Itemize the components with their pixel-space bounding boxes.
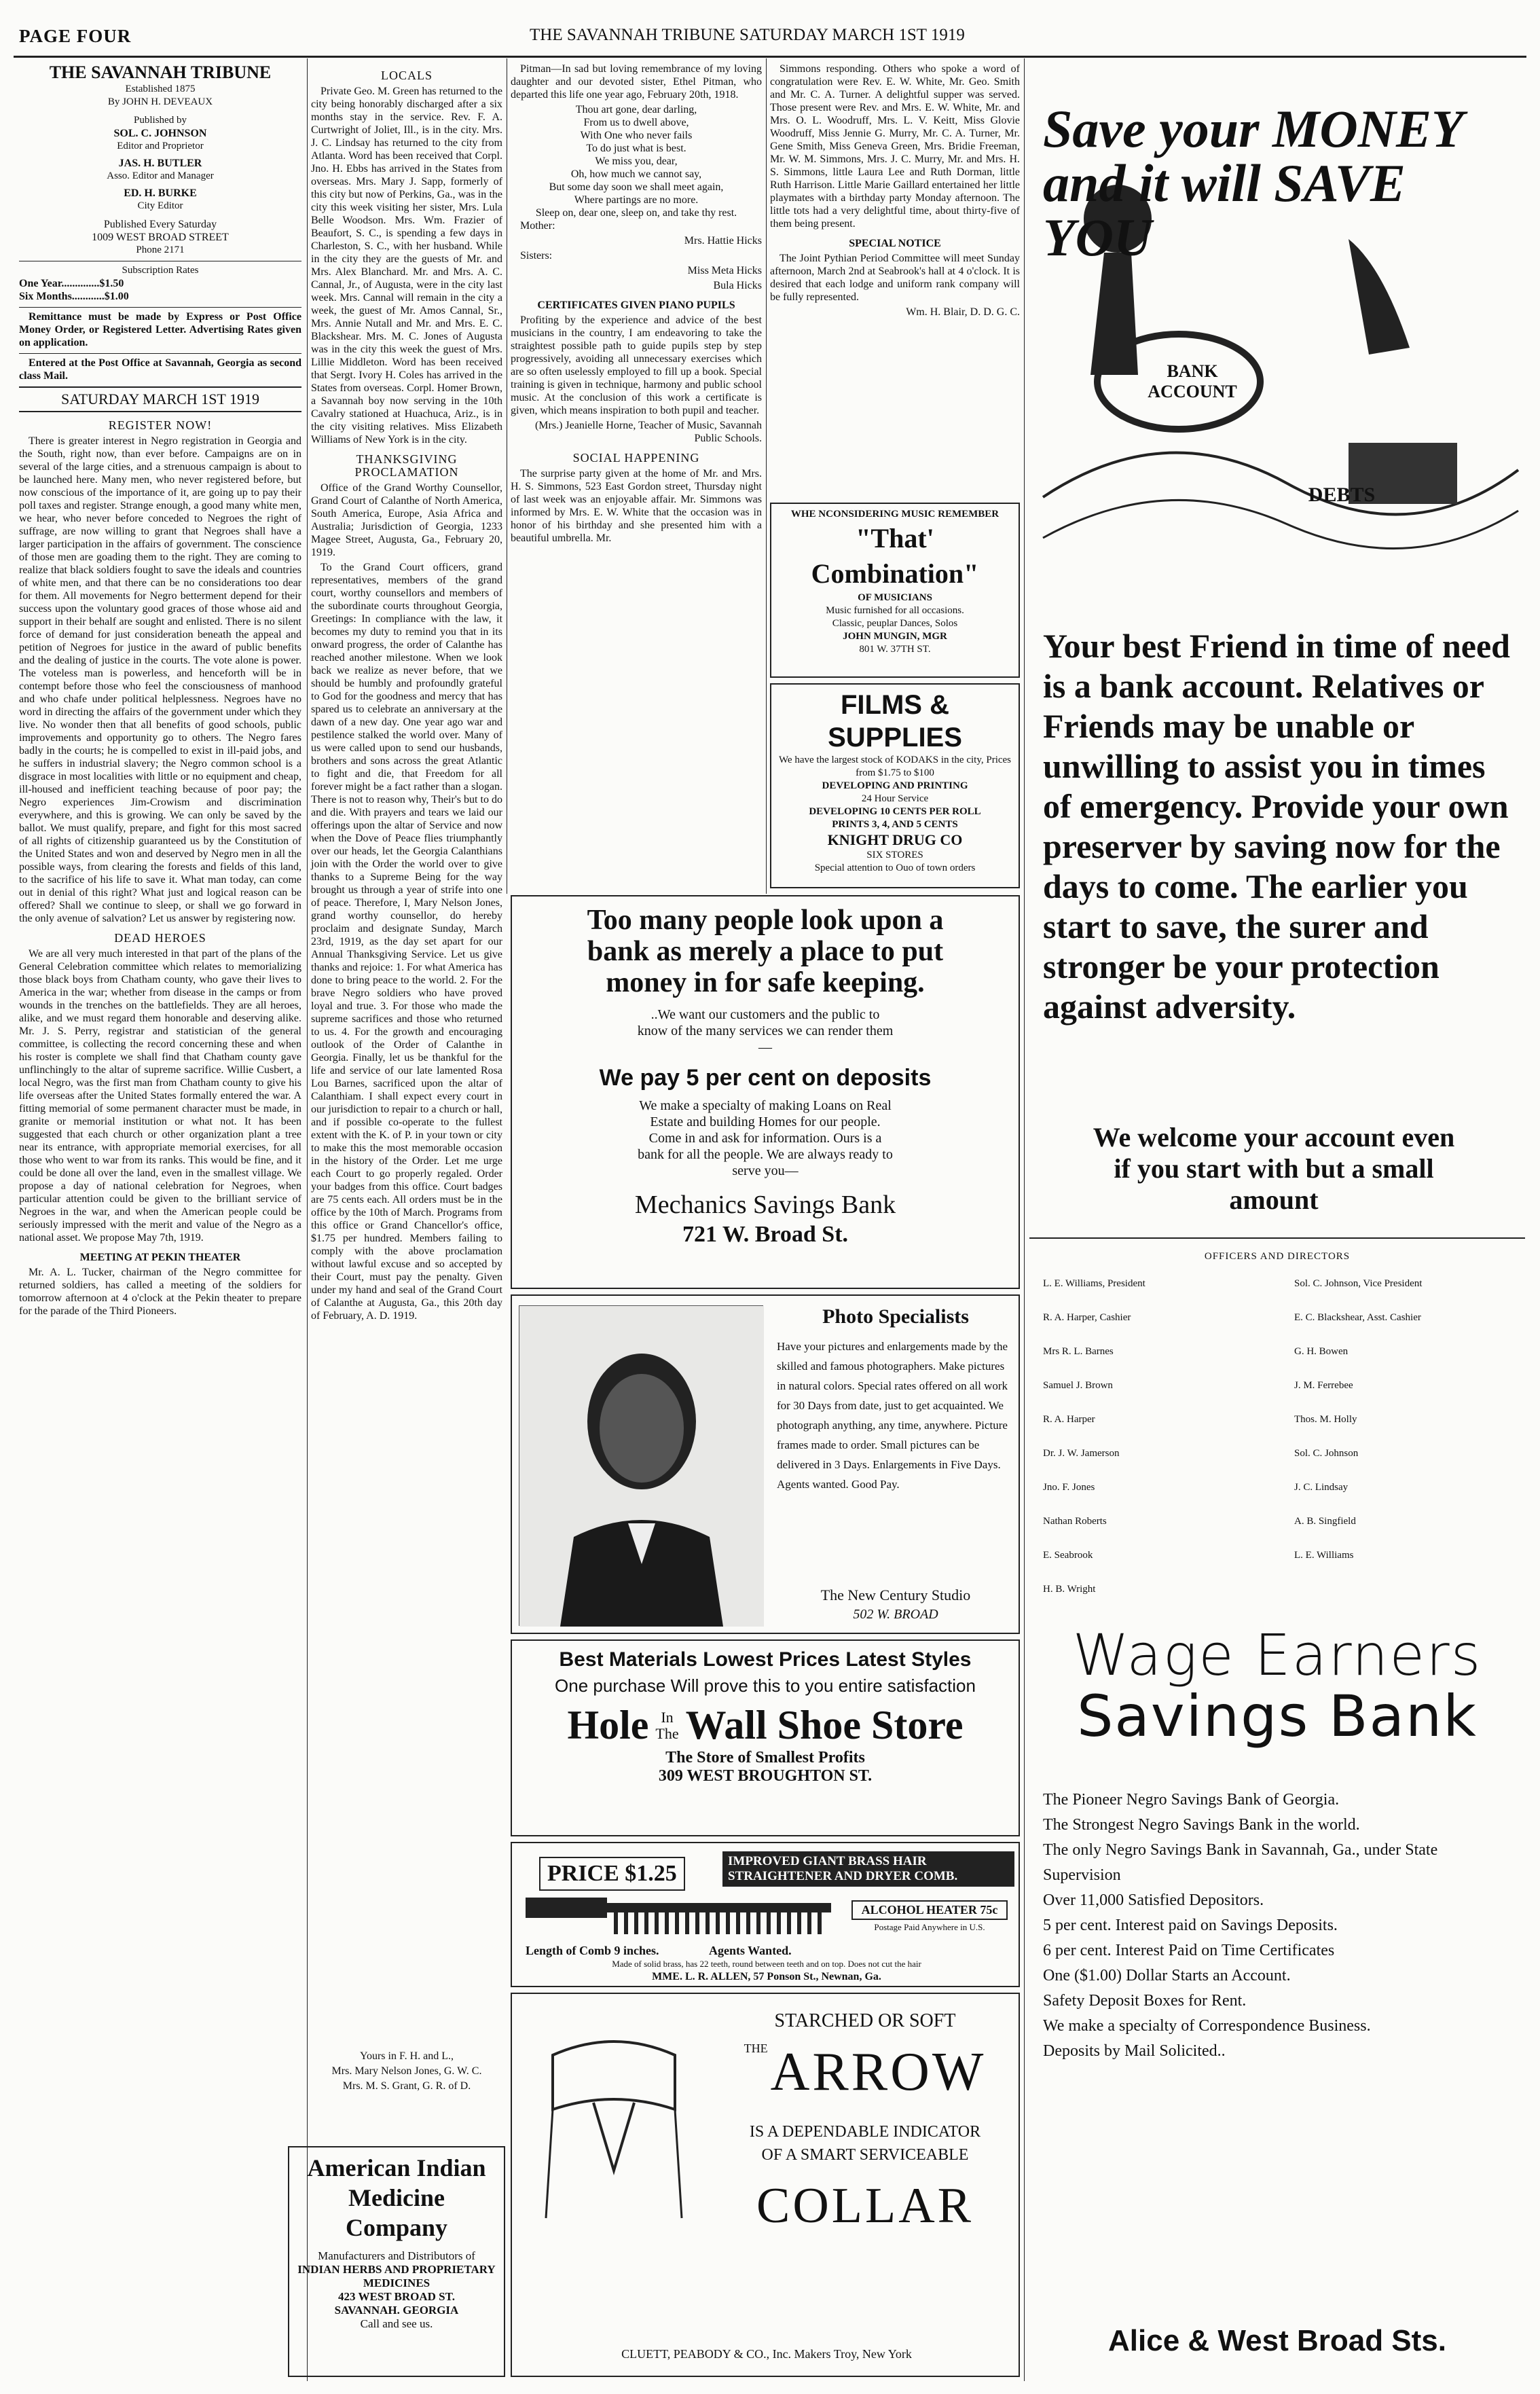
bank-fact: 6 per cent. Interest Paid on Time Certificates [1043,1942,1335,1959]
ad-films-line: PRINTS 3, 4, AND 5 CENTS [832,819,958,830]
masthead-line: THE SAVANNAH TRIBUNE SATURDAY MARCH 1ST 1919 [530,26,965,44]
poem-line: Thou art gone, dear darling, [575,104,697,115]
notice-heading: SPECIAL NOTICE [849,238,941,249]
ad-shoe-address: 309 WEST BROUGHTON ST. [658,1767,873,1785]
bank-account-tag: BANK ACCOUNT [1148,361,1237,401]
heroes-heading: DEAD HEROES [114,931,206,945]
paper-title: THE SAVANNAH TRIBUNE [49,62,272,82]
phone: Phone 2171 [136,244,185,255]
ad-films-line: We have the largest stock of KODAKS in the city, Prices from $1.75 to $100 [778,755,1012,778]
ad-indian-line: 423 WEST BROAD ST. [338,2290,455,2303]
ad-mechanics-head: bank as merely a place to put [587,936,944,967]
ad-shoe-in: In [661,1708,674,1726]
publication-schedule: Published Every Saturday [103,219,217,230]
ad-comb-price: PRICE $1.25 [539,1857,685,1891]
city-editor: ED. H. BURKE [124,187,197,199]
officer-name: G. H. Bowen [1294,1346,1349,1357]
portrait-icon [519,1306,764,1627]
memoriam-mother-name: Mrs. Hattie Hicks [684,235,762,247]
meeting-article: Mr. A. L. Tucker, chairman of the Negro committee for returned soldiers, has called a meeting of the soldiers for tomorrow afternoon at 4 o'clock at the Pekin theater to prepare for the parade of the Third Pioneers. [19,1267,301,1317]
ad-films-head: FILMS & SUPPLIES [828,690,962,752]
officer-name: E. Seabrook [1043,1550,1093,1561]
ad-mechanics-body: ..We want our customers and the public to know of the many services we can render them— [637,1007,894,1055]
ad-photo-body: Have your pictures and enlargements made by the skilled and famous photographers. Make pictures in natural colors. Special rates offered on all work for 30 Days from date, just to get acquainted. We photograph anything, any time, anywhere. Picture frames made to order. Small pictures can be delivered in 3 Days. Enlargements in Five Days. Agents wanted. Good Pay. [777,1340,1008,1491]
locals-article: Private Geo. M. Green has returned to the city being honorably discharged after a six months stay in the service. Rev. F. A. Curtwright of Joliet, Ill., is in the city. Mrs. J. C. Lindsay has returned to the city from Atlanta. Word has been received that Corpl. Jno. H. Ebbs has arrived in the States from overseas. Mrs. Mary J. Sapp, formerly of this city but now of Perkins, Ga., was in the city this week visiting her sister, Mrs. Lula Belle Woodson. Mrs. Wm. Frazier of Beaufort, S. C., is spending a few days in Charleston, S. C., with her husband. While in the city they are the guests of Mr. and Mrs. Alex Blanchard. Mr. and Mrs. A. C. Cannal, Jr., of Augusta, were in the city last week. Mrs. Cannal will remain in the city a week, the guest of Mr. Amos Cannal, Sr., Mrs. Annie Nutall and Mr. and Mrs. E. C. Blackshear. Mrs. M. C. Jones of Augusta was in the city this week the guest of Mrs. Lillie Middleton. Word has been received that Sergt. Ivory H. Coles has arrived in the States from overseas. Corpl. Homer Brown, a Savannah boy now serving in the 10th Cavalry stationed at Huachuca, Ariz., is in the city visiting relatives. Miss Elizabeth Williams of New York is in the city. [311,86,502,446]
bank-fact: Deposits by Mail Solicited.. [1043,2042,1226,2060]
ad-films-store: KNIGHT DRUG CO [827,831,963,848]
ad-comb-title: IMPROVED GIANT BRASS HAIR STRAIGHTENER AND DRYER COMB. [722,1851,1014,1887]
portrait-photo [519,1305,763,1626]
certificates-article: Profiting by the experience and advice of the best musicians in the country, I am endeavoring to take the straightest possible path to guide pupils step by step progressively, avoiding all unnecessary exercises which are so often uselessly employed to fill up a book. Special training is given in technique, harmony and public school music. At the conclusion of this work a certificate is given, which means inspiration to both pupil and teacher. [511,314,762,416]
save-headline: Save your MONEY and it will SAVE YOU [1043,99,1462,267]
subscription-year: One Year..............$1.50 [19,278,124,289]
ad-films [770,683,1020,888]
column-notices-2 [770,62,1020,497]
ad-photo-head: Photo Specialists [822,1305,969,1328]
heroes-article: We are all very much interested in that part of the plans of the General Celebration committee which relates to memorializing those black boys from Chatham county, who gave their lives to America in the war; whether from disease in the camps or from wounds in the trenches on the battlefields. They are all heroes, alike, and we must regard them honorable and deserving alike. Mr. J. S. Perry, registrar and statistician of the general committee, is collecting the record concerning these and when his roster is complete we shall find that Chatham county gave unflinchingly to the altar of supreme sacrifice. Willie Cusbert, a local Negro, was the first man from Chatham county to give his life overseas after the United States formally entered the war. A fitting memorial of some permanent character must be made, in granite or memorial institution or what not. It has been suggested that each church or other organization plant a tree near its entrance, with appropriate memorial exercises, for all those who went to war from its ranks. This would be fine, and it could be done all over the land, even in the smallest village. We propose a day of national celebration for Negroes, when particular attention could be given to the brilliant service of Negroes in the war, and when the American people could be seriously impressed with the merit and value of the Negro as a national asset. We propose May 7th, 1919. [19,948,301,1244]
ad-mechanics-address: 721 W. Broad St. [682,1222,849,1247]
ad-films-line: DEVELOPING AND PRINTING [822,780,968,791]
ad-combination-line: 801 W. 37TH ST. [859,644,931,655]
officers-list [1043,1278,1511,1631]
proclamation-body: To the Grand Court officers, grand representatives, members of the grand court, worthy counsellors and members of the subordinate courts throughout Georgia, Greetings: In compliance with the law, it becomes my duty to remind you that in its onward progress, the order of Calanthe has reached another milestone. When we look back we realize as never before, that we should be humbly and profoundly grateful to God for the goodness and mercy that has spared us to celebrate an anniversary at the dawn of a new day. One year ago war and pestilence stalked the world over. Many of us were called upon to send our husbands, brothers and sons across the great Atlantic to fight and die, that Freedom for all forever might be a fact rather than a slogan. There is not to reason why, Their's but to do and die. With prayers and tears we laid our offerings upon the altar of Service and now when the Dove of Peace flies triumphantly over our heads, let the Georgia Calanthians join with the Order the world over to give thanks to a Supreme Being for the way brought us through a year of strife into one of peace. Therefore, I, Mary Nelson Jones, grand worthy counsellor, do hereby proclaim and designate Sunday, March 23rd, 1919, as the day set apart for our Annual Thanksgiving Service. Let us give thanks and rejoice: 1. For what America has done to bring peace to the world. 2. For the brave Negro soldiers who have proved loyal and true. 3. For those who made the supreme sacrifices and those who returned to us. 4. For the growth and encouraging outlook of the Order of Calanthe in Georgia. Finally, let us be thankful for the life and service of our late lamented Rosa Lou Barnes, sacrificed upon the altar of Calanthiam. I shall expect every court in our jurisdiction to repair to a church or hall, and if possible co-operate to the fullest extent with the K. of P. in your town or city to make this the most memorable occasion in the history of the Order. Let me urge each Court to go properly regaled. Order your badges from this office. Court badges are 75 cents each. All orders must be in the office by the 10th of March. Programs from this office or Grand Chancellor's office, $1.75 per hundred. Members failing to comply with the above proclamation without lawful excuse and so accepted by their Court, must pay the penalty. Given under my hand and seal of the Grand Court of Calanthe at Augusta, Ga., this 20th day of February, A. D. 1919. [311,562,502,1322]
ad-shoe-line: Best Materials Lowest Prices Latest Styles [559,1648,972,1671]
meeting-heading: MEETING AT PEKIN THEATER [79,1252,241,1263]
subscription-six-months: Six Months............$1.00 [19,291,129,302]
ad-wage-earners [1029,62,1525,2380]
ad-shoe-in-the [655,1709,678,1742]
ad-shoe-the: The [655,1724,679,1742]
ad-comb-made: Made of solid brass, has 22 teeth, round between teeth and on top. Does not cut the hair [612,1959,921,1969]
ad-films-line: DEVELOPING 10 CENTS PER ROLL [809,806,981,817]
assoc-editor: JAS. H. BUTLER [118,158,202,169]
poem-line: With One who never fails [580,130,693,141]
ad-arrow-collar [511,1993,1020,2377]
column-rule [307,58,308,2381]
ad-indian-line: INDIAN HERBS AND PROPRIETARY MEDICINES [297,2263,496,2289]
ad-comb-heater: ALCOHOL HEATER 75c [851,1900,1008,1920]
publisher-role: Editor and Proprietor [117,141,204,151]
poem-line: From us to dwell above, [583,117,689,128]
locals-heading: LOCALS [380,69,433,82]
memoriam-mother: Mother: [520,220,555,232]
column-rule [1024,58,1025,2381]
ad-arrow-brand: ARROW [770,2042,987,2102]
social-article-cont: Simmons responding. Others who spoke a word of congratulation were Rev. E. W. White, Mr. Geo. Smith and Mr. C. A. Turner. A delightful supper was served. Those present were Rev. and Mrs. E. W. White, Mr. and Mrs. O. L. Woodruff, Mrs. L. V. Keitt, Miss Glovie Woodruff, Miss Jennie G. Murry, Mr. C. A. Turner, Mr. Gene Smith, Miss Geneva Green, Mrs. Bridie Freeman, Mr. W. M. Simmons, Mrs. J. C. Murry, Mr. and Mrs. H. S. Simmons, little Laura Lee and Ruth Dorman, little Ruth Harrison. Little Marie Gaillard entertained her little playmates with a birthday party Monday afternoon. The little tots had a very delightful time, about thirty-five of them being present. [770,63,1020,230]
bank-facts [1043,1788,1511,2064]
ad-combination-line: Classic, peuplar Dances, Solos [832,618,958,629]
proclamation-sign-3: Mrs. M. S. Grant, G. R. of D. [342,2080,471,2092]
debts-tag: DEBTS [1308,484,1376,506]
ad-shoe-line: One purchase Will prove this to you entire satisfaction [555,1675,976,1696]
social-heading: SOCIAL HAPPENING [572,451,700,465]
poem-line: Oh, how much we cannot say, [570,168,702,180]
bank-fact: Over 11,000 Satisfied Depositors. [1043,1891,1264,1909]
publisher: SOL. C. JOHNSON [113,128,207,139]
column-editorial [19,62,301,2378]
ad-films-line: SIX STORES [866,850,923,860]
ad-photo-studio-name: The New Century Studio [820,1586,971,1603]
officer-name: R. A. Harper [1043,1414,1095,1425]
subscription-heading: Subscription Rates [122,265,199,276]
officer-name: L. E. Williams, President [1043,1278,1145,1289]
officer-name: Mrs R. L. Barnes [1043,1346,1114,1357]
ad-photo-studio [511,1294,1020,1634]
officer-name: Nathan Roberts [1043,1516,1107,1527]
ad-mechanics-head: money in for safe keeping. [606,967,925,998]
office-address: 1009 WEST BROAD STREET [92,232,229,243]
proclamation-sign-2: Mrs. Mary Nelson Jones, G. W. C. [331,2065,482,2077]
bank-name-2: Savings Bank [1077,1683,1478,1749]
ad-shoe-store [511,1639,1020,1836]
ad-shoe-wall: Wall Shoe Store [685,1703,964,1747]
officer-name: L. E. Williams [1294,1550,1354,1561]
certificates-heading: CERTIFICATES GIVEN PIANO PUPILS [537,300,735,311]
remittance-note: Remittance must be made by Express or Post Office Money Order, or Registered Letter. Advertising Rates given on application. [19,311,301,348]
ad-arrow-maker: CLUETT, PEABODY & CO., Inc. Makers Troy, New York [621,2347,912,2361]
officer-name: Thos. M. Holly [1294,1414,1357,1425]
ad-comb-length: Length of Comb 9 inches. [526,1944,659,1957]
header-rule [14,56,1526,58]
bank-fact: The only Negro Savings Bank in Savannah, Ga., under State Supervision [1043,1841,1438,1884]
bank-fact: We make a specialty of Correspondence Business. [1043,2017,1371,2035]
bank-fact: One ($1.00) Dollar Starts an Account. [1043,1967,1291,1984]
ad-shoe-name [512,1702,1019,1749]
ad-combination-name: "That' Combination" [811,523,979,589]
bank-fact: The Strongest Negro Savings Bank in the world. [1043,1816,1360,1834]
entered-note: Entered at the Post Office at Savannah, Georgia as second class Mail. [19,357,301,382]
assoc-role: Asso. Editor and Manager [107,170,214,181]
memoriam-text: Pitman—In sad but loving remembrance of my loving daughter and our devoted sister, Ethel Pitman, who departed this life one year ago, February 20th, 1918. [511,63,762,101]
poem-line: To do just what is best. [586,143,686,154]
founder: By JOHN H. DEVEAUX [107,96,213,107]
ad-indian-line: Call and see us. [360,2317,433,2330]
register-heading: REGISTER NOW! [108,418,213,432]
ad-indian-line: SAVANNAH. GEORGIA [334,2304,459,2317]
ad-arrow-brand-wrap [716,2042,1014,2103]
ad-combination-sub: OF MUSICIANS [858,592,932,603]
ad-shoe-hole: Hole [567,1703,649,1747]
officer-name: R. A. Harper, Cashier [1043,1312,1131,1323]
ad-comb [511,1842,1020,1987]
officers-rule [1029,1237,1525,1239]
ad-indian-line: Manufacturers and Distributors of [318,2249,475,2262]
save-body: Your best Friend in time of need is a bank account. Relatives or Friends may be unable or unwilling to assist you in times of emergency. Provide your own preserver by saving now for the days to come. The earlier you start to save, the surer and stronger be your protection against adversity. [1043,627,1510,1026]
ad-films-line: 24 Hour Service [861,793,929,804]
ad-arrow-collar-word: COLLAR [756,2178,974,2234]
running-head [0,26,1540,56]
officer-name: Sol. C. Johnson, Vice President [1294,1278,1423,1289]
poem-line: But some day soon we shall meet again, [549,181,724,193]
officer-name: Samuel J. Brown [1043,1380,1113,1391]
proclamation-sign-1: Yours in F. H. and L., [360,2050,454,2062]
ad-comb-heater-sub: Postage Paid Anywhere in U.S. [874,1922,985,1932]
bank-name-1: Wage Earners [1072,1622,1482,1688]
ad-indian-medicine [288,2146,505,2377]
ad-arrow-top: STARCHED OR SOFT [774,2010,956,2031]
ad-combination-line: JOHN MUNGIN, MGR [843,631,947,642]
officer-name: H. B. Wright [1043,1584,1096,1595]
column-notices [511,62,762,888]
memoriam-sister-2: Bula Hicks [713,280,762,291]
ad-combination [770,503,1020,678]
ad-comb-agents: Agents Wanted. [709,1944,792,1957]
save-welcome: We welcome your account even if you start with but a small amount [1093,1122,1455,1215]
notice-sign: Wm. H. Blair, D. D. G. C. [906,306,1020,318]
register-article: There is greater interest in Negro registration in Georgia and the South, right now, than ever before. Campaigns are on in several of the large cities, and a strenuous campaign is about to be launched here. Many men, who never registered before, but now conscious of the importance of it, are going up to pay their poll taxes and register. Strange enough, a good many white men, we hear, who never before conceded to Negroes the right of suffrage, are now willing to grant that Negroes shall have a larger participation in the affairs of government. The conscience of those men are goading them to the right. They are coming to realize that black soldiers fought to save the ideals and countries of white men, and that there can be no considerations too dear for them. All movements for Negro betterment depend for their success upon the voluntary good graces of those whose aid and support in their behalf are sought and enlisted. There is no silent force of demand for just consideration beneath the appeal and petition of Negroes for justice in the award of public benefits and the dealing of justice in the courts. The vote alone is power. The voteless man is powerless, and henceforth will be in contempt before those who feel the consciousness of manhood and who chafe under political helplessness. Negroes have no word in directing the affairs of the government under which they live. No wonder then that all benefits of good schools, public improvements and opportunity go to others. The Negro fares badly in the courts; he is compelled to exist in ill-paid jobs, and he suffers in industrial slavery; the Negro common school is a disgrace in most localities with little or no equipment and cheap, ill-housed and inefficient teaching because of poor pay; the Negro experiences Jim-Crowism and discrimination everywhere, and this is growing. We can only be saved by the ballot. We must qualify, prepare, and fight for this most sacred of all rights of citizenship guaranteed us by the Constitution of the United States and won and deserved by Negro men in all the possible ways, from clearing the forests and fields of this land, to the sacrifice of his life to save it. What man today, can come out in denial of this right? What just and logical reason can be offered? Shall we continue to sleep, or shall we go forward in the only avenue of salvation? Let us answer by registering now. [19,435,301,924]
issue-date: SATURDAY MARCH 1ST 1919 [61,391,259,407]
established: Established 1875 [125,84,196,94]
column-rule [766,58,767,894]
officer-name: Sol. C. Johnson [1294,1448,1359,1459]
officers-heading: OFFICERS AND DIRECTORS [1204,1251,1351,1262]
officer-name: J. C. Lindsay [1294,1482,1349,1493]
ad-shoe-sub: The Store of Smallest Profits [665,1749,865,1766]
officer-name: J. M. Ferrebee [1294,1380,1353,1391]
bank-fact: Safety Deposit Boxes for Rent. [1043,1992,1247,2010]
officer-name: A. B. Singfield [1294,1516,1356,1527]
poem-line: Where partings are no more. [574,194,699,206]
ad-mechanics-body: We make a specialty of making Loans on Real Estate and building Homes for our people. Come in and ask for information. Ours is a bank for all the people. We are always ready to serve you— [638,1098,893,1178]
ad-arrow-line: IS A DEPENDABLE INDICATOR [749,2123,981,2141]
collar-icon [526,2014,702,2286]
notice-article: The Joint Pythian Period Committee will meet Sunday afternoon, March 2nd at Seabrook's hall at 4 o'clock. It is desired that each lodge and uniform rank company will be fully represented. [770,253,1020,303]
published-by: Published by [134,115,187,126]
ad-arrow-the: THE [744,2042,768,2055]
page-label: PAGE FOUR [19,26,132,46]
ad-mechanics-name: Mechanics Savings Bank [634,1191,896,1219]
officer-name: Jno. F. Jones [1043,1482,1095,1493]
poem-line: Sleep on, dear one, sleep on, and take thy rest. [535,207,737,219]
column-locals [311,62,502,1322]
memoriam-poem [511,103,762,219]
column-proclamation-cont [311,895,502,2145]
bank-address: Alice & West Broad Sts. [1108,2324,1446,2357]
bank-fact: The Pioneer Negro Savings Bank of Georgia. [1043,1791,1340,1809]
comb-icon [526,1898,838,1938]
bank-fact: 5 per cent. Interest paid on Savings Deposits. [1043,1917,1338,1934]
ad-mechanics-head: Too many people look upon a [587,905,944,936]
city-editor-role: City Editor [137,200,183,211]
proclamation-heading: THANKSGIVING PROCLAMATION [354,452,459,479]
officer-name: E. C. Blackshear, Asst. Cashier [1294,1312,1421,1323]
poem-line: We miss you, dear, [595,156,678,167]
ad-arrow-line: OF A SMART SERVICEABLE [761,2146,969,2164]
certificates-sign: (Mrs.) Jeanielle Horne, Teacher of Music, Savannah Public Schools. [534,420,762,444]
ad-mechanics-bank [511,895,1020,1289]
ad-combination-top: WHE NCONSIDERING MUSIC REMEMBER [790,509,1000,520]
ad-combination-line: Music furnished for all occasions. [826,605,964,616]
ad-films-line: Special attention to Ouo of town orders [814,863,976,873]
proclamation-intro: Office of the Grand Worthy Counsellor, Grand Court of Calanthe of North America, South America, Europe, Asia Africa and Australia; Jurisdiction of Georgia, 1233 Magee Street, Augusta, Ga., February 20, 1919. [311,482,502,558]
memoriam-sisters: Sisters: [520,250,553,261]
ad-mechanics-rate: We pay 5 per cent on deposits [599,1065,932,1091]
ad-indian-head: American Indian Medicine Company [307,2154,486,2241]
social-article: The surprise party given at the home of Mr. and Mrs. H. S. Simmons, 523 East Gordon street, Thursday night of last week was an enjoyable affair. Mr. Simmons was informed by Mrs. E. W. White that the occasion was in honor of his birthday and she presented him with a beautiful umbrella. Mr. [511,468,762,544]
ad-comb-maker: MME. L. R. ALLEN, 57 Ponson St., Newnan, Ga. [652,1971,881,1982]
officer-name: Dr. J. W. Jamerson [1043,1448,1120,1459]
memoriam-sister-1: Miss Meta Hicks [687,265,762,276]
ad-photo-address: 502 W. BROAD [853,1607,938,1622]
